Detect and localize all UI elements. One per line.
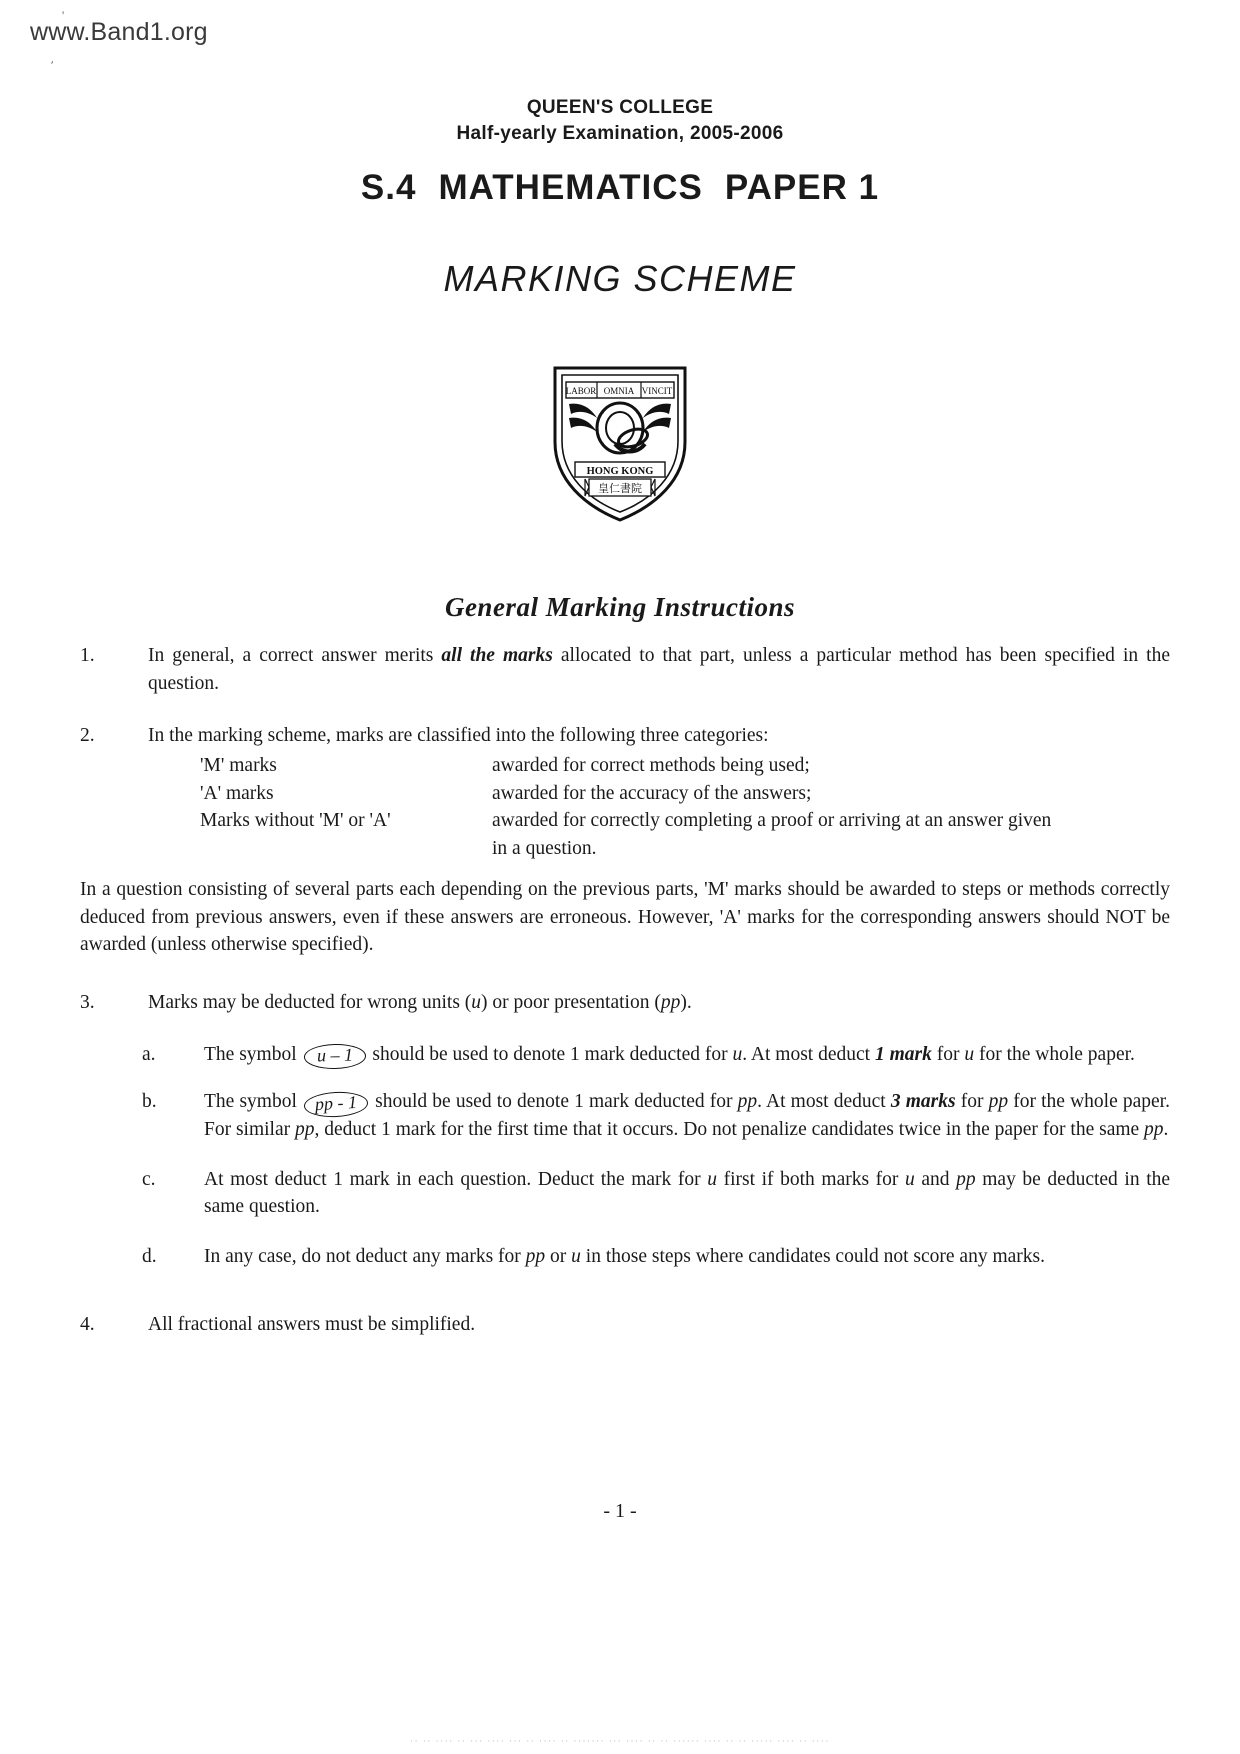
- text-post-a: for the whole paper. For similar: [204, 1091, 1170, 1140]
- school-crest-icon: [545, 360, 695, 525]
- scan-footer-artifact: ·· ·· ···· ·· ··· ···· ··· ·· ···· ·· ······· ··· ···· ·· ·· ······ ···· ·· ·· ····· ···· ·· ····: [410, 1736, 830, 1746]
- u-deduction-symbol: u – 1: [303, 1043, 366, 1069]
- instruction-2-outro: In a question consisting of several parts each depending on the previous parts, 'M' marks should be awarded to steps or methods correctly deduced from previous answers, even if these answers are erroneous. However, 'A' marks for the corresponding answers should NOT be awarded (unless otherwise specified).: [80, 878, 1170, 956]
- instruction-3-intro-mid: ) or poor presentation (: [481, 991, 661, 1013]
- instruction-number: 2.: [80, 725, 95, 747]
- sub-item-text: [204, 1243, 1170, 1271]
- svg-text:HONG KONG: HONG KONG: [586, 466, 654, 477]
- sub-item-letter: a.: [142, 1043, 156, 1065]
- svg-text:OMNIA: OMNIA: [603, 386, 635, 396]
- mark-category-row: [200, 752, 1222, 780]
- pp-var: pp: [737, 1091, 758, 1113]
- paper-number: PAPER 1: [724, 168, 880, 207]
- text-mid: first if both marks for: [717, 1168, 906, 1190]
- sub-item-letter: d.: [142, 1246, 157, 1267]
- section-title: General Marking Instructions: [444, 592, 796, 622]
- mark-category-label: 'M' marks: [200, 755, 277, 777]
- paper-subject: MATHEMATICS: [438, 168, 703, 207]
- svg-text:LABOR: LABOR: [565, 386, 597, 396]
- instruction-item-4: [80, 1311, 1170, 1339]
- instruction-item-3b: [80, 1088, 1170, 1143]
- instruction-1-emphasis: all the marks: [441, 645, 553, 666]
- exam-name: Half-yearly Examination, 2005-2006: [456, 122, 784, 144]
- mark-category-label: 'A' marks: [200, 782, 274, 804]
- instruction-item-3c: [80, 1166, 1170, 1221]
- text-post: may be deducted in the same question.: [204, 1168, 1171, 1218]
- unit-var: u: [905, 1168, 915, 1190]
- instruction-3-intro-post: ).: [680, 991, 692, 1013]
- emphasis-1-mark: 1 mark: [874, 1043, 932, 1065]
- mark-category-row: [200, 807, 1222, 835]
- text-mid2: . At most deduct: [757, 1091, 891, 1113]
- mark-category-row: [200, 780, 1222, 808]
- mark-category-desc: awarded for the accuracy of the answers;: [492, 782, 812, 804]
- sub-item-letter: c.: [142, 1168, 156, 1190]
- mark-category-desc: awarded for correct methods being used;: [492, 755, 810, 777]
- pp-var: pp: [525, 1246, 546, 1267]
- text-pre: The symbol: [204, 1043, 302, 1065]
- text-post-b: , deduct 1 mark for the first time that it occurs. Do not penalize candidates twice in the paper for the same: [314, 1118, 1145, 1140]
- unit-var: u: [471, 991, 482, 1013]
- svg-text:VINCIT: VINCIT: [641, 386, 673, 396]
- instruction-text: All fractional answers must be simplified.: [148, 1313, 476, 1335]
- instruction-1-part-a: In general, a correct answer merits: [148, 645, 442, 666]
- mark-category-desc: awarded for correctly completing a proof or arriving at an answer given: [492, 810, 1052, 832]
- instruction-item-1: [80, 642, 1170, 697]
- pp-var: pp: [660, 991, 681, 1013]
- svg-text:皇仁書院: 皇仁書院: [598, 483, 642, 495]
- paper-level: S.4: [360, 168, 417, 207]
- text-mid2: . At most deduct: [742, 1043, 875, 1065]
- text-mid2: and: [914, 1168, 957, 1190]
- instruction-2-intro: In the marking scheme, marks are classified into the following three categories:: [148, 725, 769, 747]
- exam-header: [0, 95, 1240, 146]
- pp-var: pp: [988, 1091, 1009, 1113]
- mark-category-desc-continued: in a question.: [492, 838, 597, 860]
- text-pre: In any case, do not deduct any marks for: [204, 1246, 526, 1267]
- pp-deduction-symbol: pp - 1: [303, 1091, 368, 1119]
- text-post: for the whole paper.: [974, 1043, 1135, 1065]
- text-pre: At most deduct 1 mark in each question. Deduct the mark for: [204, 1168, 708, 1190]
- instruction-item-3a: [80, 1041, 1170, 1069]
- instruction-number: 3.: [80, 991, 95, 1013]
- mark-categories-table: [200, 752, 1222, 863]
- unit-var: u: [964, 1043, 975, 1065]
- unit-var: u: [571, 1246, 581, 1267]
- page-number: - 1 -: [603, 1500, 637, 1522]
- unit-var: u: [732, 1043, 743, 1065]
- scan-artifact-top: ': [62, 8, 65, 22]
- text-mid3: for: [931, 1043, 965, 1065]
- instruction-text: [148, 642, 1170, 697]
- unit-var: u: [707, 1168, 717, 1190]
- pp-var: pp: [1144, 1118, 1164, 1140]
- text-pre: The symbol: [204, 1091, 303, 1113]
- text-mid: should be used to denote 1 mark deducted for: [370, 1091, 738, 1113]
- sub-item-text: [204, 1041, 1170, 1069]
- sub-item-letter: b.: [142, 1091, 157, 1113]
- school-name: QUEEN'S COLLEGE: [526, 97, 714, 118]
- instruction-text: [148, 989, 1170, 1017]
- sub-item-text: [204, 1088, 1170, 1143]
- pp-var: pp: [956, 1168, 976, 1190]
- text-mid3: for: [955, 1091, 989, 1113]
- instructions-list: [80, 642, 1170, 1351]
- instruction-item-3: [80, 989, 1170, 1017]
- pp-var: pp: [295, 1118, 315, 1140]
- mark-category-label: Marks without 'M' or 'A': [200, 810, 391, 832]
- document-type-title: MARKING SCHEME: [443, 258, 797, 299]
- instruction-number: 4.: [80, 1313, 95, 1335]
- scan-artifact-left: ': [47, 58, 55, 72]
- text-mid: should be used to denote 1 mark deducted for: [367, 1043, 733, 1065]
- text-mid: or: [545, 1246, 572, 1267]
- instruction-item-3d: [80, 1243, 1170, 1271]
- school-crest-wrap: [0, 360, 1240, 525]
- emphasis-3-marks: 3 marks: [890, 1091, 956, 1113]
- instruction-1-part-b: allocated to that part, unless a particular method has been specified in the question.: [148, 645, 1170, 694]
- text-post: in those steps where candidates could not score any marks.: [580, 1246, 1045, 1267]
- instruction-3-intro-pre: Marks may be deducted for wrong units (: [148, 991, 472, 1013]
- sub-item-text: [204, 1166, 1170, 1221]
- instruction-text: [148, 722, 1170, 862]
- instruction-item-2: [80, 722, 1170, 862]
- watermark-url: www.Band1.org: [30, 18, 208, 46]
- text-post-c: .: [1163, 1118, 1169, 1140]
- paper-title: [0, 168, 1240, 208]
- instruction-number: 1.: [80, 645, 95, 666]
